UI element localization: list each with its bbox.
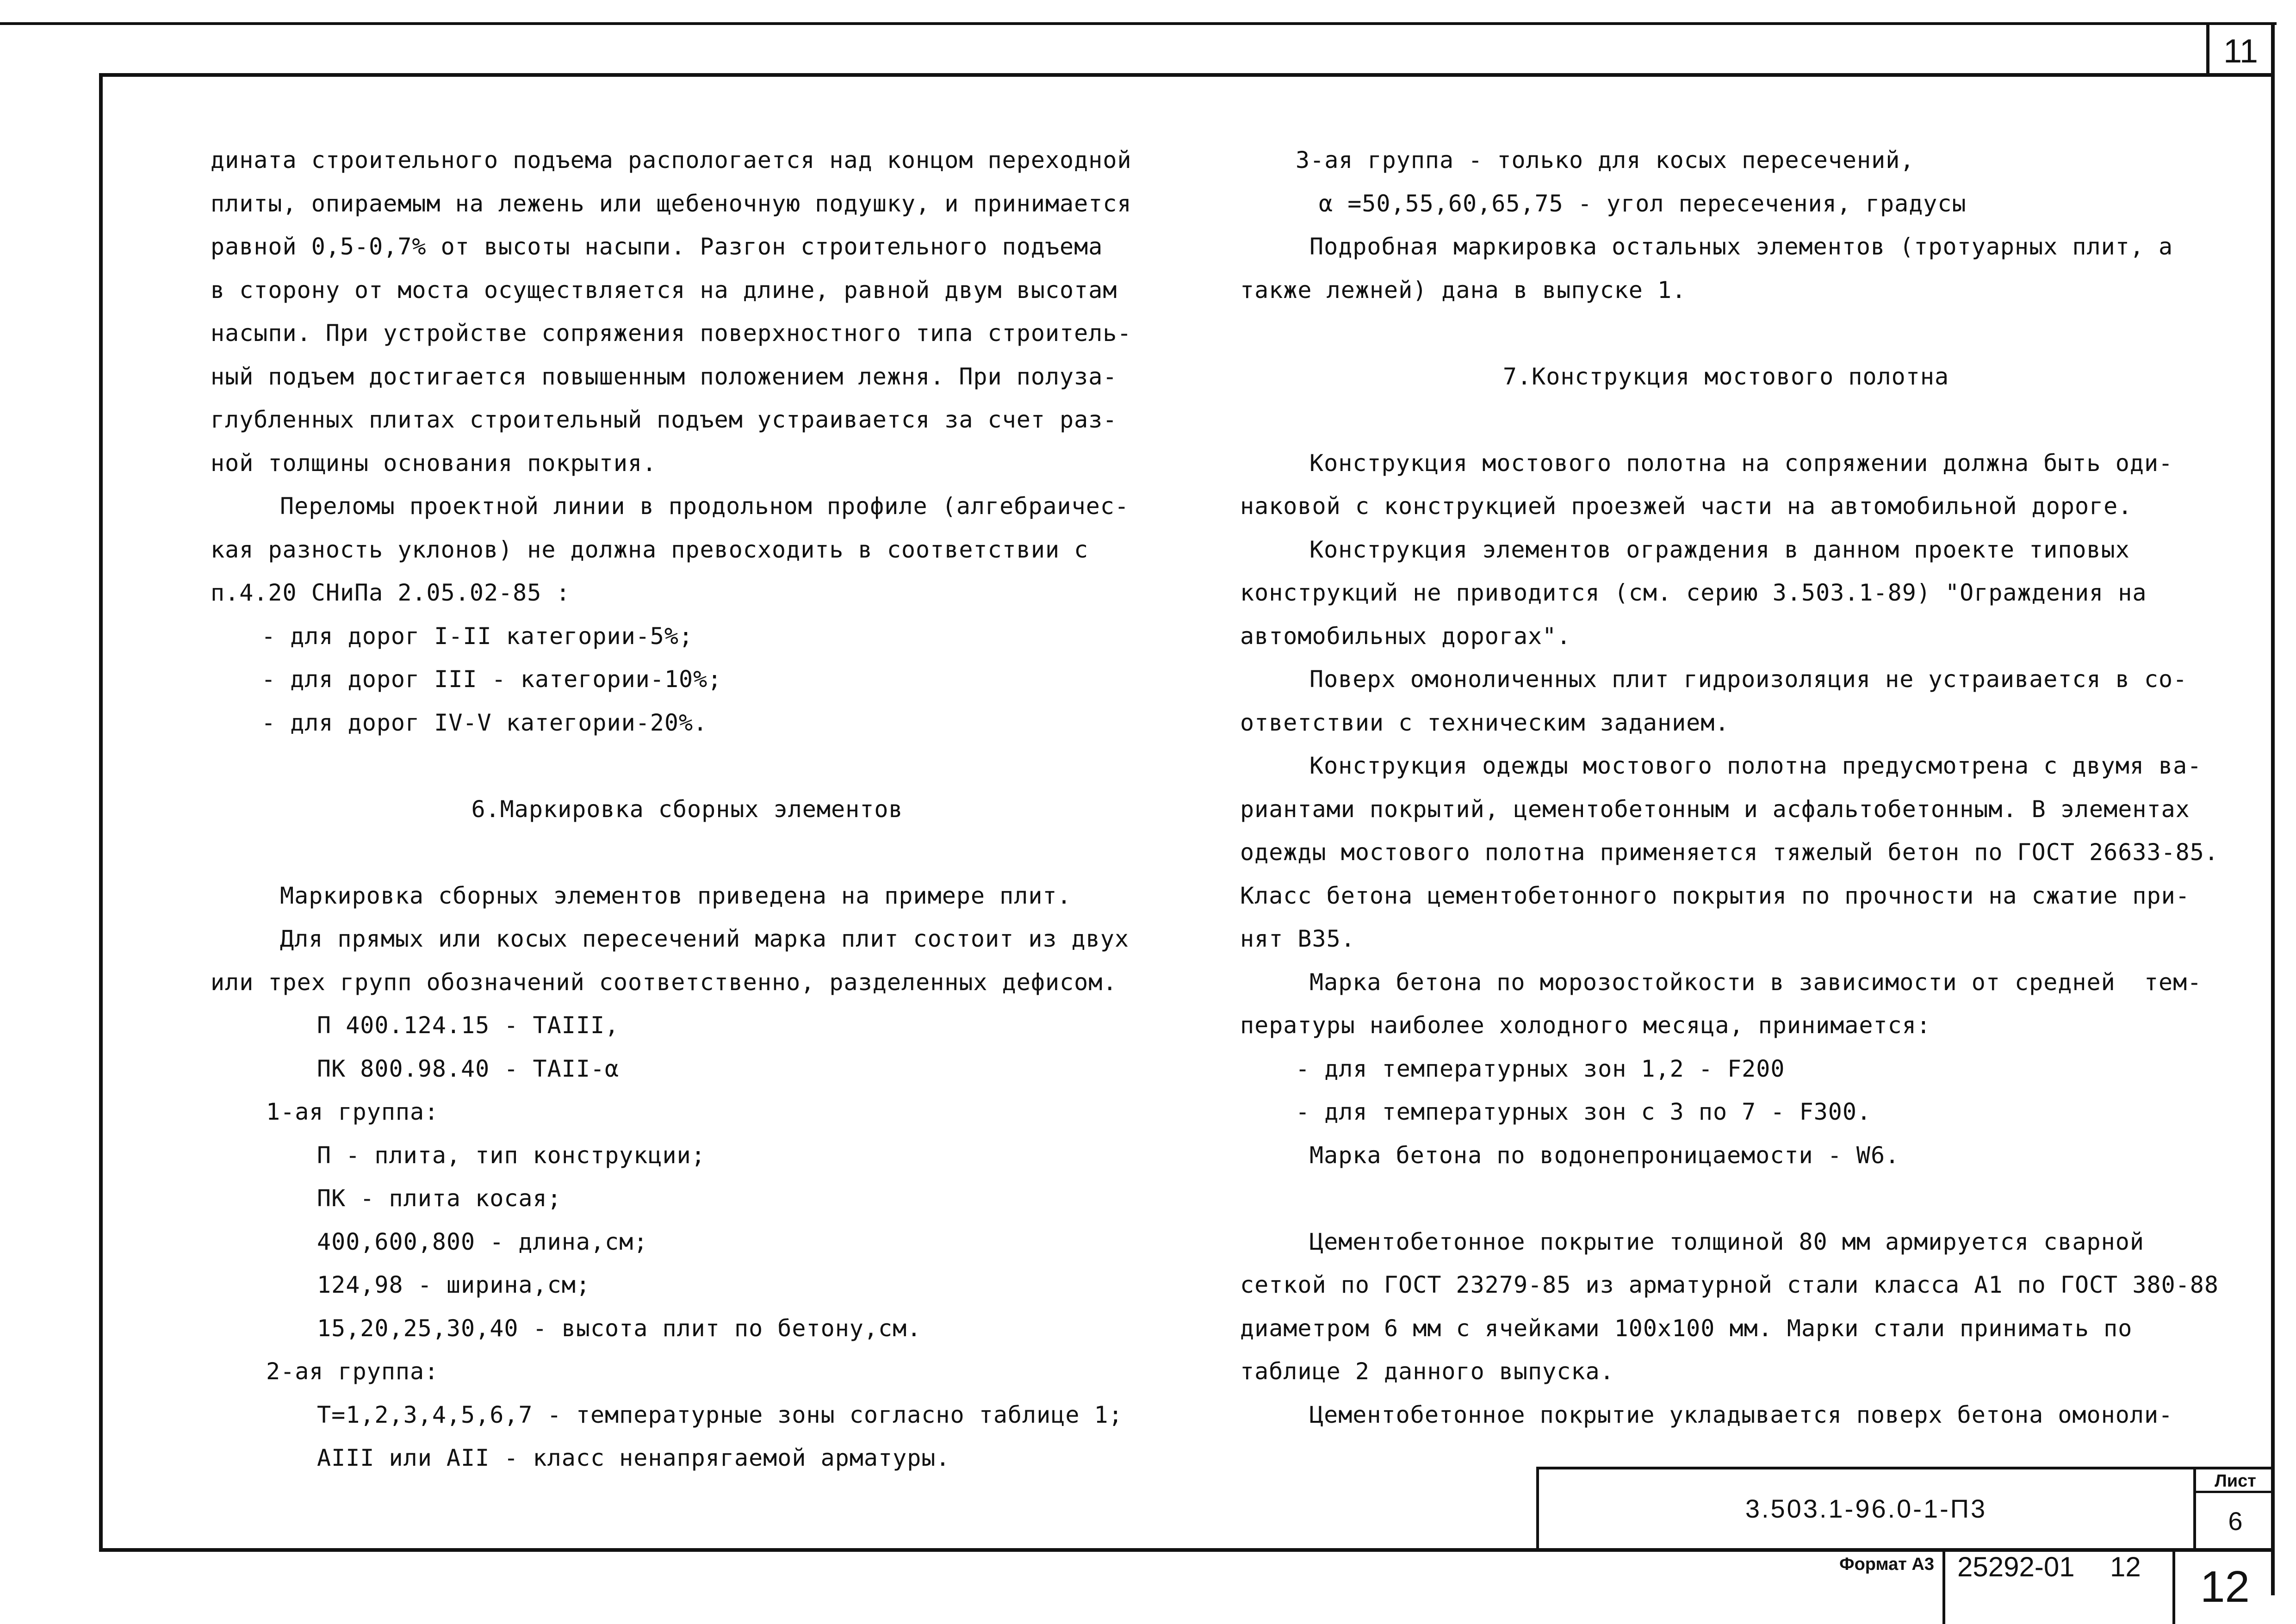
frame-left-border (99, 73, 103, 1552)
text-line: сеткой по ГОСТ 23279-85 из арматурной стали класса А1 по ГОСТ 380-88 (1240, 1271, 2219, 1298)
text-line: ПК - плита косая; (317, 1185, 562, 1212)
text-line: глубленных плитах строительный подъем устраивается за счет раз- (211, 406, 1117, 433)
frame-bottom-border (99, 1548, 2275, 1552)
stamp-left-divider (1942, 1550, 1945, 1624)
page-number: 12 (2200, 1562, 2250, 1612)
corner-box-left-edge (2206, 22, 2209, 77)
text-line: - для температурных зон 1,2 - F200 (1296, 1055, 1785, 1082)
text-line: ответствии с техническим заданием. (1240, 709, 1730, 736)
section-heading: 6.Маркировка сборных элементов (471, 795, 903, 823)
text-line: - для дорог IV-V категории-20%. (261, 709, 708, 736)
archive-sheet: 12 (2110, 1551, 2141, 1582)
text-line: Поверх омоноличенных плит гидроизоляция не устраивается в со- (1309, 666, 2188, 693)
text-line: П 400.124.15 - ТАIII, (317, 1012, 620, 1039)
text-line: конструкций не приводится (см. серию 3.503.1-89) "Ограждения на (1240, 579, 2147, 606)
text-line: равной 0,5-0,7% от высоты насыпи. Разгон строительного подъема (211, 233, 1103, 260)
text-line: - для температурных зон с 3 по 7 - F300. (1296, 1098, 1872, 1125)
frame-top-border (100, 73, 2275, 77)
text-line: кая разность уклонов) не должна превосходить в соответствии с (211, 536, 1089, 563)
sheet-number: 6 (2228, 1506, 2243, 1536)
text-line: дината строительного подъема распологается над концом переходной (211, 147, 1132, 174)
text-line: Марка бетона по морозостойкости в зависимости от средней тем- (1309, 968, 2202, 996)
text-line: ПК 800.98.40 - ТАII-α (317, 1055, 620, 1082)
blank-line (211, 831, 1164, 874)
section-heading: 7.Конструкция мостового полотна (1502, 363, 1949, 390)
text-line: насыпи. При устройстве сопряжения поверхностного типа строитель- (211, 320, 1132, 347)
sheet-label: Лист (2215, 1471, 2256, 1491)
text-line: риантами покрытий, цементобетонным и асфальтобетонным. В элементах (1240, 795, 2190, 823)
text-line: также лежней) дана в выпуске 1. (1240, 276, 1687, 304)
text-line: Конструкция одежды мостового полотна предусмотрена с двумя ва- (1309, 752, 2202, 779)
format-label: Формат А3 (1839, 1555, 1934, 1574)
text-line: Маркировка сборных элементов приведена на примере плит. (280, 882, 1072, 909)
text-line: одежды мостового полотна применяется тяжелый бетон по ГОСТ 26633-85. (1240, 839, 2219, 866)
text-line: ный подъем достигается повышенным положением лежня. При полуза- (211, 363, 1117, 390)
text-line: Т=1,2,3,4,5,6,7 - температурные зоны согласно таблице 1; (317, 1401, 1123, 1428)
text-line: α =50,55,60,65,75 - угол пересечения, градусы (1319, 190, 1967, 217)
text-line: плиты, опираемым на лежень или щебеночную подушку, и принимается (211, 190, 1132, 217)
text-line: Цементобетонное покрытие укладывается поверх бетона омоноли- (1309, 1401, 2173, 1428)
text-line: 2-ая группа: (266, 1358, 439, 1385)
text-line: таблице 2 данного выпуска. (1240, 1358, 1614, 1385)
right-text-column (1240, 139, 2219, 1437)
text-line: п.4.20 СНиПа 2.05.02-85 : (211, 579, 571, 606)
left-text-column (211, 139, 1164, 1480)
text-line: диаметром 6 мм с ячейками 100х100 мм. Марки стали принимать по (1240, 1314, 2133, 1342)
text-line: ной толщины основания покрытия. (211, 449, 657, 477)
blank-line (1240, 1177, 2212, 1221)
blank-line (211, 744, 1164, 788)
text-line: пературы наиболее холодного месяца, принимается: (1240, 1012, 1931, 1039)
top-corner-number: 11 (2223, 33, 2258, 70)
text-line: 400,600,800 - длина,см; (317, 1228, 648, 1255)
text-line: автомобильных дорогах". (1240, 622, 1571, 650)
archive-number: 25292-01 (1957, 1551, 2075, 1582)
text-line: наковой с конструкцией проезжей части на автомобильной дороге. (1240, 493, 2133, 520)
text-line: 15,20,25,30,40 - высота плит по бетону,см. (317, 1314, 922, 1342)
text-line: АIII или АII - класс ненапрягаемой арматуры. (317, 1444, 950, 1471)
text-line: Класс бетона цементобетонного покрытия по прочности на сжатие при- (1240, 882, 2190, 909)
text-line: в сторону от моста осуществляется на длине, равной двум высотам (211, 276, 1117, 304)
blank-line (1240, 398, 2212, 442)
text-line: - для дорог III - категории-10%; (261, 666, 722, 693)
text-line: 124,98 - ширина,см; (317, 1271, 590, 1298)
text-line: Марка бетона по водонепроницаемости - W6. (1309, 1141, 1900, 1169)
text-line: Конструкция мостового полотна на сопряжении должна быть оди- (1309, 449, 2173, 477)
document-code: 3.503.1-96.0-1-П3 (1745, 1494, 1987, 1523)
text-line: Переломы проектной линии в продольном профиле (алгебраичес- (280, 493, 1129, 520)
text-line: Для прямых или косых пересечений марка плит состоит из двух (280, 925, 1129, 952)
frame-right-border (2271, 22, 2275, 1595)
text-line: 3-ая группа - только для косых пересечений, (1296, 147, 1915, 174)
text-line: нят В35. (1240, 925, 1355, 952)
text-line: Цементобетонное покрытие толщиной 80 мм армируется сварной (1309, 1228, 2144, 1255)
text-line: Конструкция элементов ограждения в данном проекте типовых (1309, 536, 2130, 563)
text-line: П - плита, тип конструкции; (317, 1141, 706, 1169)
blank-line (1240, 312, 2212, 355)
text-line: или трех групп обозначений соответственно, разделенных дефисом. (211, 968, 1117, 996)
title-block-top-border (1536, 1467, 2275, 1469)
top-margin-line (0, 22, 2277, 25)
text-line: - для дорог I-II категории-5%; (261, 622, 694, 650)
text-line: Подробная маркировка остальных элементов (тротуарных плит, а (1309, 233, 2173, 260)
text-line: 1-ая группа: (266, 1098, 439, 1125)
